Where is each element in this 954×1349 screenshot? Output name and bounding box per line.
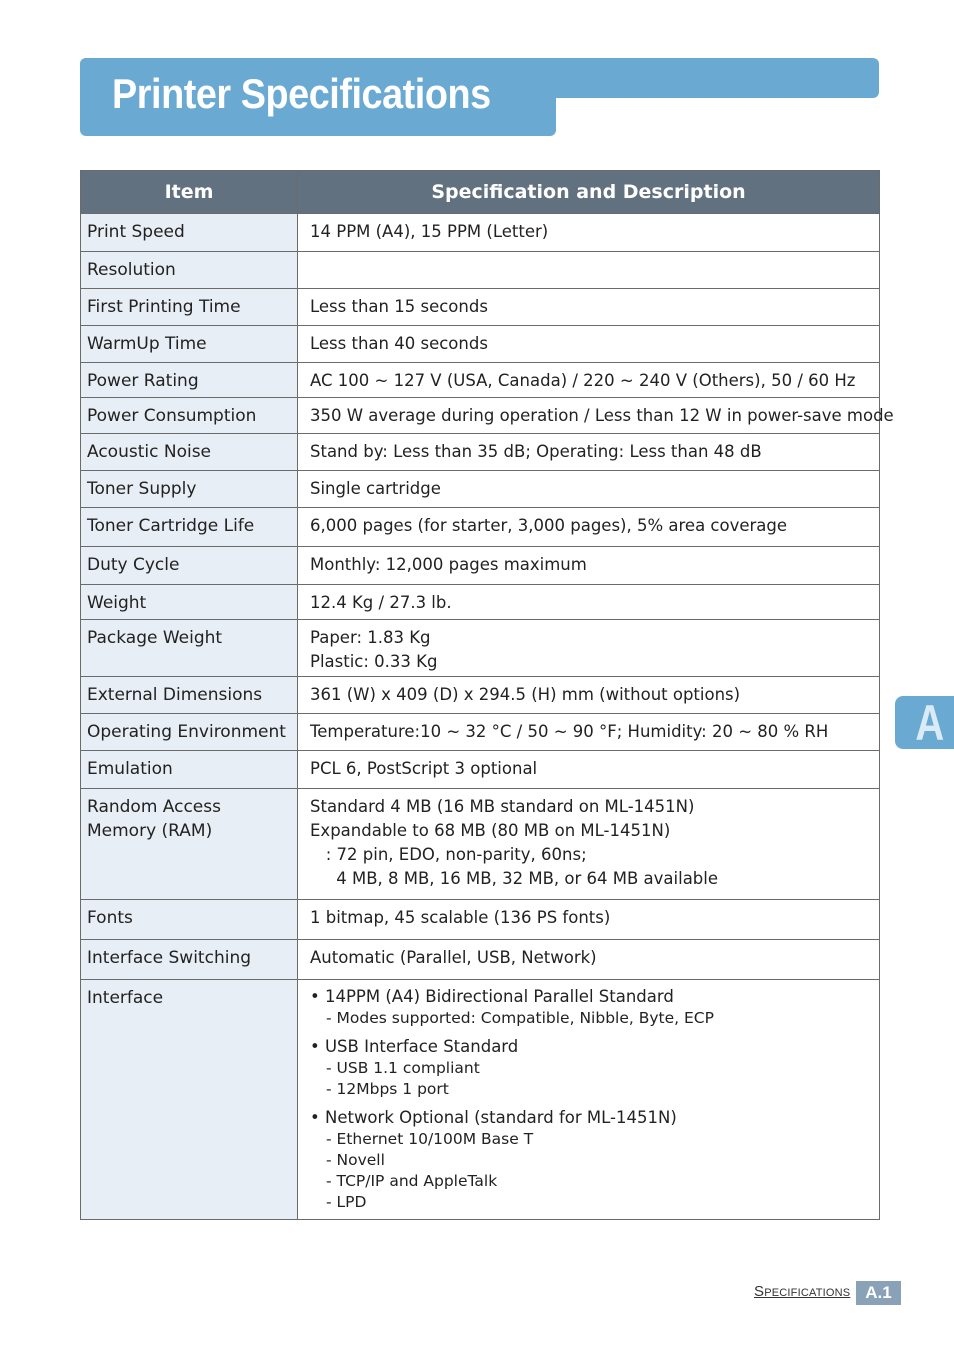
footer-section-label: Specifications: [754, 1283, 851, 1300]
row-item: [81, 900, 298, 940]
row-desc-text: AC 100 ~ 127 V (USA, Canada) / 220 ~ 240 V (Others), 50 / 60 Hz: [310, 371, 856, 390]
row-desc-text: 361 (W) x 409 (D) x 294.5 (H) mm (without options): [310, 685, 741, 704]
row-item: [81, 677, 298, 714]
row-desc-text: Paper: 1.83 Kg: [310, 628, 431, 647]
table-row: [81, 677, 880, 714]
table-header-row: [81, 171, 880, 214]
interface-bullet: • USB Interface Standard: [310, 1037, 519, 1056]
table-row: [81, 398, 880, 434]
row-item: [81, 940, 298, 980]
table-row: [81, 900, 880, 940]
row-item-label: Acoustic Noise: [87, 442, 212, 462]
row-desc: [298, 434, 880, 471]
row-item: [81, 289, 298, 326]
interface-bullet: • 14PPM (A4) Bidirectional Parallel Standard: [310, 987, 674, 1006]
row-desc: [298, 547, 880, 585]
row-item: [81, 620, 298, 677]
row-desc: [298, 585, 880, 620]
row-desc-text: 4 MB, 8 MB, 16 MB, 32 MB, or 64 MB available: [310, 869, 719, 888]
row-desc-text: 12.4 Kg / 27.3 lb.: [310, 593, 452, 612]
row-item-label: Emulation: [87, 759, 173, 779]
row-desc-text: Temperature:10 ~ 32 °C / 50 ~ 90 °F; Humidity: 20 ~ 80 % RH: [310, 722, 829, 741]
row-desc: [298, 363, 880, 398]
row-item-label: Operating Environment: [87, 722, 286, 742]
page-title: Printer Specifications: [112, 70, 491, 117]
table-row: [81, 585, 880, 620]
row-item-label: First Printing Time: [87, 297, 241, 317]
row-desc-text: : 72 pin, EDO, non-parity, 60ns;: [310, 845, 587, 864]
row-desc-text: Automatic (Parallel, USB, Network): [310, 948, 597, 967]
interface-sub-item: - Novell: [326, 1151, 385, 1169]
row-item-label: WarmUp Time: [87, 334, 207, 354]
row-item: [81, 980, 298, 1220]
interface-sub-item: - LPD: [326, 1193, 367, 1211]
row-desc-text: Standard 4 MB (16 MB standard on ML-1451N): [310, 797, 695, 816]
row-desc-text: Monthly: 12,000 pages maximum: [310, 555, 587, 574]
table-row: [81, 508, 880, 547]
interface-sub-item: - USB 1.1 compliant: [326, 1059, 480, 1077]
row-desc: [298, 751, 880, 789]
header-item: Item: [81, 171, 298, 214]
row-item: [81, 363, 298, 398]
row-item-label: Package Weight: [87, 628, 223, 648]
row-item-label: Interface Switching: [87, 948, 252, 968]
row-item-label: Interface: [87, 988, 164, 1008]
table-body: [81, 214, 894, 1220]
header-description: Specification and Description: [298, 171, 880, 214]
row-item: [81, 471, 298, 508]
table-row: [81, 471, 880, 508]
table-row: [81, 363, 880, 398]
table-row: [81, 252, 880, 289]
row-desc-text: 350 W average during operation / Less than 12 W in power-save mode: [310, 406, 894, 425]
row-item: [81, 214, 298, 252]
table-row: [81, 214, 880, 252]
row-item: [81, 585, 298, 620]
row-item-label: Weight: [87, 593, 147, 613]
row-desc: [298, 714, 880, 751]
row-desc-text: Less than 40 seconds: [310, 334, 488, 353]
row-item-label: Memory (RAM): [87, 821, 213, 841]
interface-sub-item: - TCP/IP and AppleTalk: [326, 1172, 498, 1190]
row-desc-text: Single cartridge: [310, 479, 441, 498]
footer-page-number: A.1: [856, 1281, 901, 1305]
row-item-label: External Dimensions: [87, 685, 263, 705]
row-item: [81, 789, 298, 900]
row-item: [81, 434, 298, 471]
row-item-label: Power Consumption: [87, 406, 257, 426]
row-item-label: Random Access: [87, 797, 221, 817]
row-desc: [298, 289, 880, 326]
table-row: [81, 547, 880, 585]
row-item: [81, 398, 298, 434]
row-desc-text: 1 bitmap, 45 scalable (136 PS fonts): [310, 908, 611, 927]
row-desc: [298, 940, 880, 980]
row-desc: [298, 900, 880, 940]
table-row: [81, 751, 880, 789]
row-item-label: Toner Supply: [87, 479, 197, 499]
row-item-label: Resolution: [87, 260, 176, 280]
row-desc: [298, 326, 880, 363]
row-item: [81, 547, 298, 585]
row-desc: [298, 677, 880, 714]
interface-bullet: • Network Optional (standard for ML-1451N): [310, 1108, 677, 1127]
row-desc: [298, 789, 880, 900]
chapter-letter: A: [915, 695, 945, 751]
table-row: [81, 620, 880, 677]
row-desc-text: Expandable to 68 MB (80 MB on ML-1451N): [310, 821, 671, 840]
interface-sub-item: - Ethernet 10/100M Base T: [326, 1130, 534, 1148]
row-desc-text: 6,000 pages (for starter, 3,000 pages), 5% area coverage: [310, 516, 788, 535]
spec-table: [80, 170, 894, 1220]
table-row: [81, 789, 880, 900]
table-row: [81, 289, 880, 326]
row-item-label: Toner Cartridge Life: [87, 516, 255, 536]
row-desc: [298, 980, 880, 1220]
row-item: [81, 326, 298, 363]
row-desc-text: Stand by: Less than 35 dB; Operating: Less than 48 dB: [310, 442, 762, 461]
row-desc-text: Less than 15 seconds: [310, 297, 488, 316]
interface-sub-item: - Modes supported: Compatible, Nibble, Byte, ECP: [326, 1009, 714, 1027]
row-desc: [298, 471, 880, 508]
row-item: [81, 751, 298, 789]
row-item-label: Print Speed: [87, 222, 185, 242]
row-item-label: Power Rating: [87, 371, 199, 391]
row-item: [81, 252, 298, 289]
row-item: [81, 714, 298, 751]
row-desc: [298, 214, 880, 252]
row-desc-text: PCL 6, PostScript 3 optional: [310, 759, 538, 778]
row-desc: [298, 508, 880, 547]
interface-sub-item: - 12Mbps 1 port: [326, 1080, 449, 1098]
row-desc-text: Plastic: 0.33 Kg: [310, 652, 438, 671]
row-item: [81, 508, 298, 547]
row-desc: [298, 252, 880, 289]
table-row: [81, 326, 880, 363]
table-row-interface: [81, 980, 880, 1220]
table-row: [81, 434, 880, 471]
row-item-label: Duty Cycle: [87, 555, 180, 575]
table-row: [81, 940, 880, 980]
row-desc: [298, 620, 880, 677]
row-desc-text: 14 PPM (A4), 15 PPM (Letter): [310, 222, 549, 241]
table-row: [81, 714, 880, 751]
row-item-label: Fonts: [87, 908, 133, 928]
row-desc: [298, 398, 894, 434]
